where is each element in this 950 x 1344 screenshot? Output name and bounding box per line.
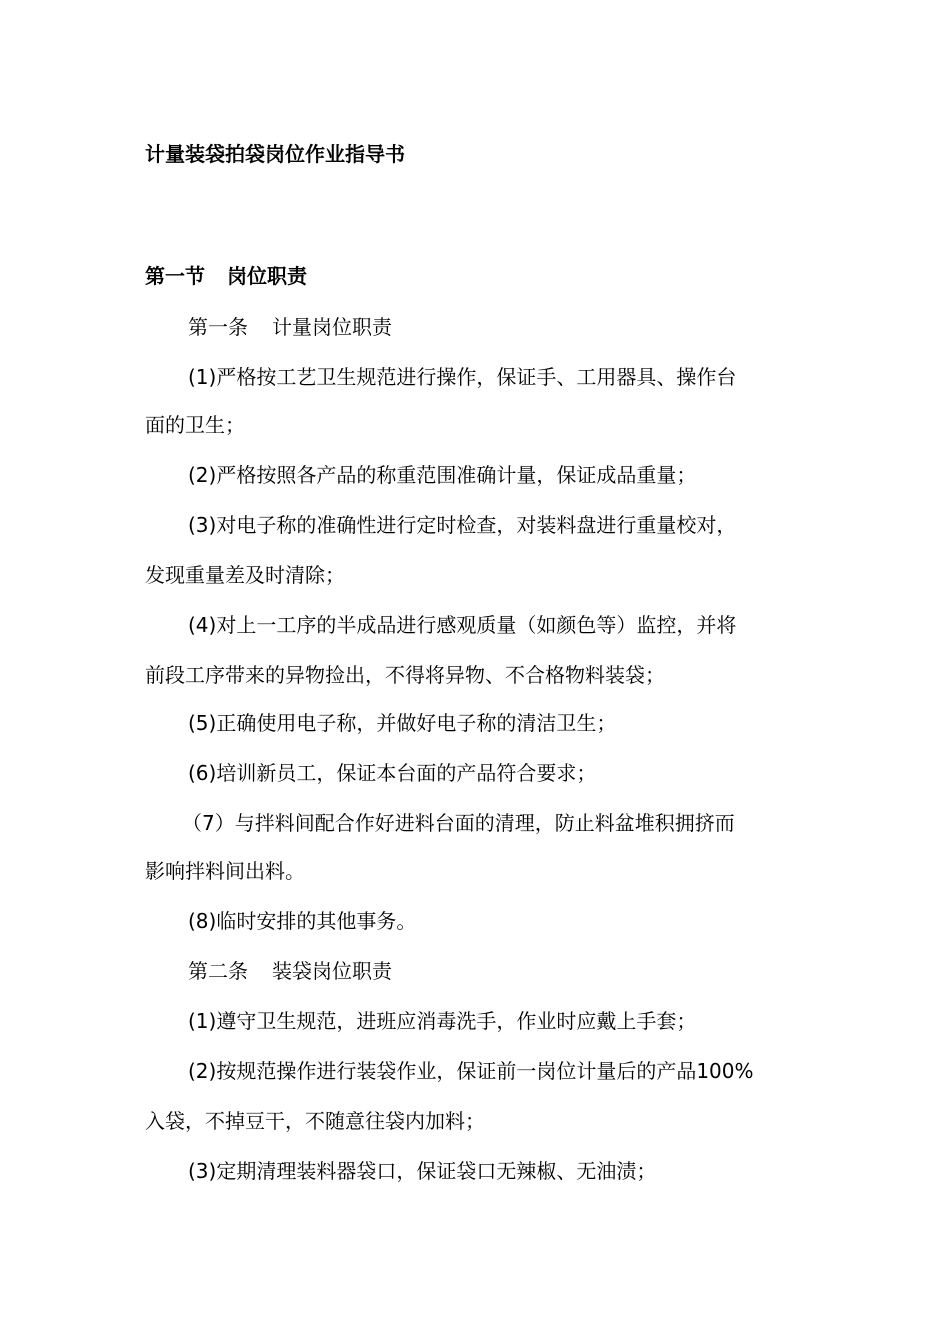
article-name: 计量岗位职责 [272, 315, 392, 339]
article-1-item-7-line-1: （7）与拌料间配合作好进料台面的清理，防止料盆堆积拥挤而 [182, 811, 735, 835]
article-1-item-1-line-2: 面的卫生； [145, 413, 245, 437]
section-name: 岗位职责 [227, 264, 307, 288]
article-2-item-3-line-1: (3)定期清理装料器袋口，保证袋口无辣椒、无油渍； [188, 1159, 657, 1183]
article-1-item-5-line-1: (5)正确使用电子称，并做好电子称的清洁卫生； [188, 711, 617, 735]
section-number: 第一节 [145, 264, 205, 288]
section-heading [145, 262, 307, 290]
article-2-item-1-line-1: (1)遵守卫生规范，进班应消毒洗手，作业时应戴上手套； [188, 1009, 697, 1033]
article-1-item-4-line-2: 前段工序带来的异物捡出，不得将异物、不合格物料装袋； [145, 663, 665, 687]
article-1-item-2-line-1: (2)严格按照各产品的称重范围准确计量，保证成品重量； [188, 463, 697, 487]
article-1-item-8-line-1: (8)临时安排的其他事务。 [188, 909, 417, 933]
article-heading-1 [188, 313, 392, 341]
article-name: 装袋岗位职责 [272, 959, 392, 983]
article-1-item-1-line-1: (1)严格按工艺卫生规范进行操作，保证手、工用器具、操作台 [188, 365, 737, 389]
article-1-item-7-line-2: 影响拌料间出料。 [145, 859, 305, 883]
article-1-item-3-line-1: (3)对电子称的准确性进行定时检查，对装料盘进行重量校对， [188, 513, 737, 537]
article-2-item-2-line-2: 入袋，不掉豆干，不随意往袋内加料； [145, 1109, 485, 1133]
article-1-item-3-line-2: 发现重量差及时清除； [145, 563, 345, 587]
article-2-item-2-line-1: (2)按规范操作进行装袋作业，保证前一岗位计量后的产品100% [188, 1059, 754, 1083]
article-number: 第二条 [188, 959, 248, 983]
article-number: 第一条 [188, 315, 248, 339]
article-1-item-4-line-1: (4)对上一工序的半成品进行感观质量（如颜色等）监控，并将 [188, 613, 737, 637]
document-title: 计量装袋拍袋岗位作业指导书 [145, 142, 405, 166]
article-heading-2 [188, 957, 392, 985]
article-1-item-6-line-1: (6)培训新员工，保证本台面的产品符合要求； [188, 761, 597, 785]
